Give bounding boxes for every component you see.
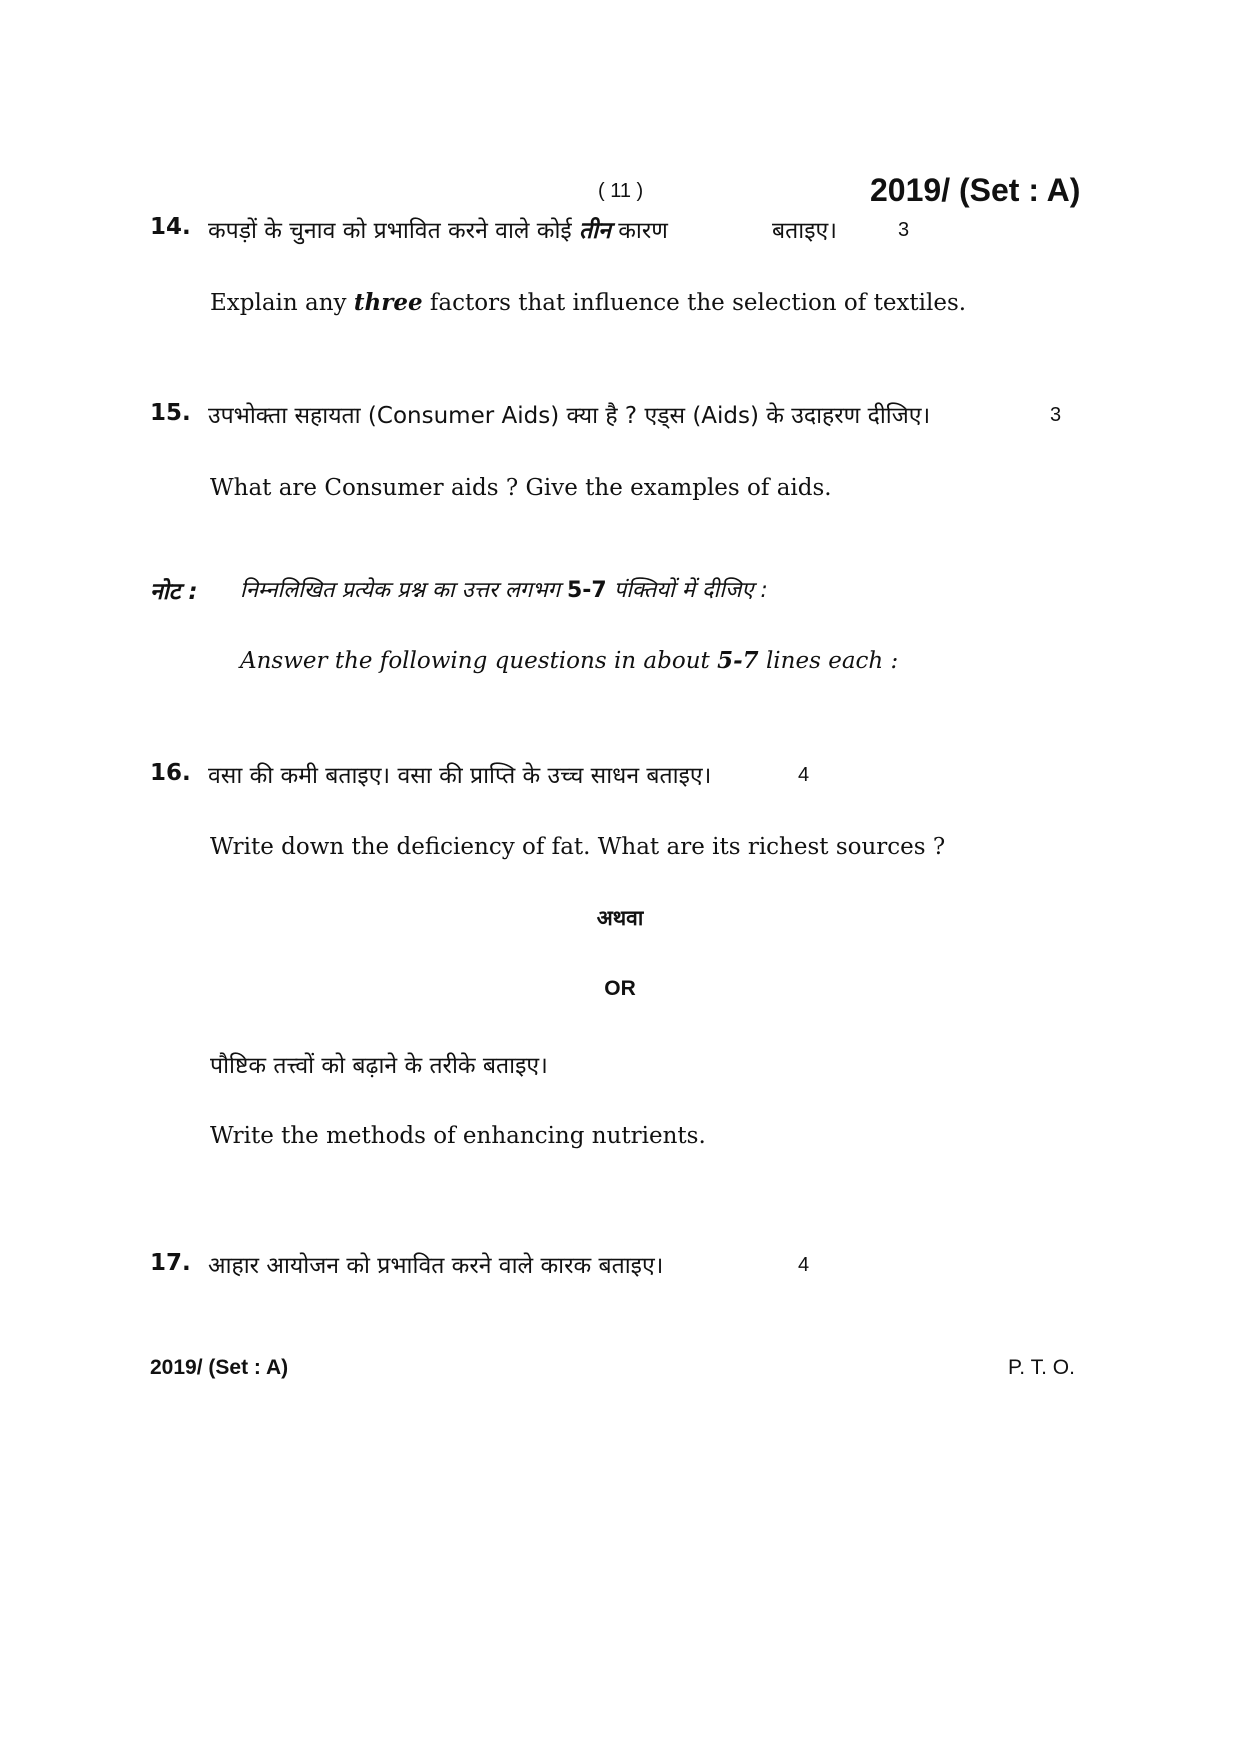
question-14-number: 14. <box>150 214 191 240</box>
note-english-pre: Answer the following questions in about <box>240 648 710 674</box>
question-15-hindi: उपभोक्ता सहायता (Consumer Aids) क्या है ? एड्स (Aids) के उदाहरण दीजिए। <box>208 403 931 429</box>
note-hindi-post: पंक्तियों में दीजिए : <box>613 578 768 603</box>
question-14-english-emphasis: three <box>353 289 423 316</box>
question-15-marks: 3 <box>1050 404 1062 426</box>
question-14-hindi-mid: कारण <box>618 218 668 244</box>
question-16-alt-hindi: पौष्टिक तत्त्वों को बढ़ाने के तरीके बताइए। <box>210 1053 548 1079</box>
note-hindi <box>240 574 768 604</box>
question-17-number: 17. <box>150 1250 191 1276</box>
note-english <box>240 647 898 674</box>
or-english: OR <box>604 977 636 1000</box>
footer-set-code: 2019/ (Set : A) <box>150 1356 289 1379</box>
note-label: नोट : <box>150 579 198 605</box>
or-hindi: अथवा <box>596 907 644 930</box>
page-number: ( 11 ) <box>598 180 644 202</box>
question-14-hindi-pre: कपड़ों के चुनाव को प्रभावित करने वाले कोई <box>208 218 572 244</box>
question-15-english: What are Consumer aids ? Give the examples of aids. <box>210 475 832 501</box>
question-16-marks: 4 <box>798 764 810 786</box>
question-14-english-post: factors that influence the selection of textiles. <box>429 290 967 316</box>
question-14-marks: 3 <box>898 219 910 241</box>
note-hindi-emphasis: 5-7 <box>566 578 607 603</box>
note-english-post: lines each : <box>765 648 899 674</box>
note-english-emphasis: 5-7 <box>717 647 759 674</box>
question-16-hindi: वसा की कमी बताइए। वसा की प्राप्ति के उच्च साधन बताइए। <box>208 763 712 789</box>
question-16-english: Write down the deficiency of fat. What are its richest sources ? <box>210 834 946 860</box>
question-15-number: 15. <box>150 400 191 426</box>
question-14-hindi <box>208 213 668 245</box>
question-14-hindi-emphasis: तीन <box>579 218 611 244</box>
question-14-english <box>210 289 966 316</box>
question-16-number: 16. <box>150 760 191 786</box>
question-14-hindi-end: बताइए। <box>772 218 837 244</box>
paper-set-code: 2019/ (Set : A) <box>870 172 1081 208</box>
question-14-english-pre: Explain any <box>210 290 347 316</box>
question-17-hindi: आहार आयोजन को प्रभावित करने वाले कारक बताइए। <box>208 1253 664 1279</box>
question-17-marks: 4 <box>798 1254 810 1276</box>
question-16-alt-english: Write the methods of enhancing nutrients. <box>210 1123 706 1149</box>
footer-pto: P. T. O. <box>1008 1356 1075 1379</box>
note-hindi-pre: निम्नलिखित प्रत्येक प्रश्न का उत्तर लगभग <box>240 578 560 603</box>
